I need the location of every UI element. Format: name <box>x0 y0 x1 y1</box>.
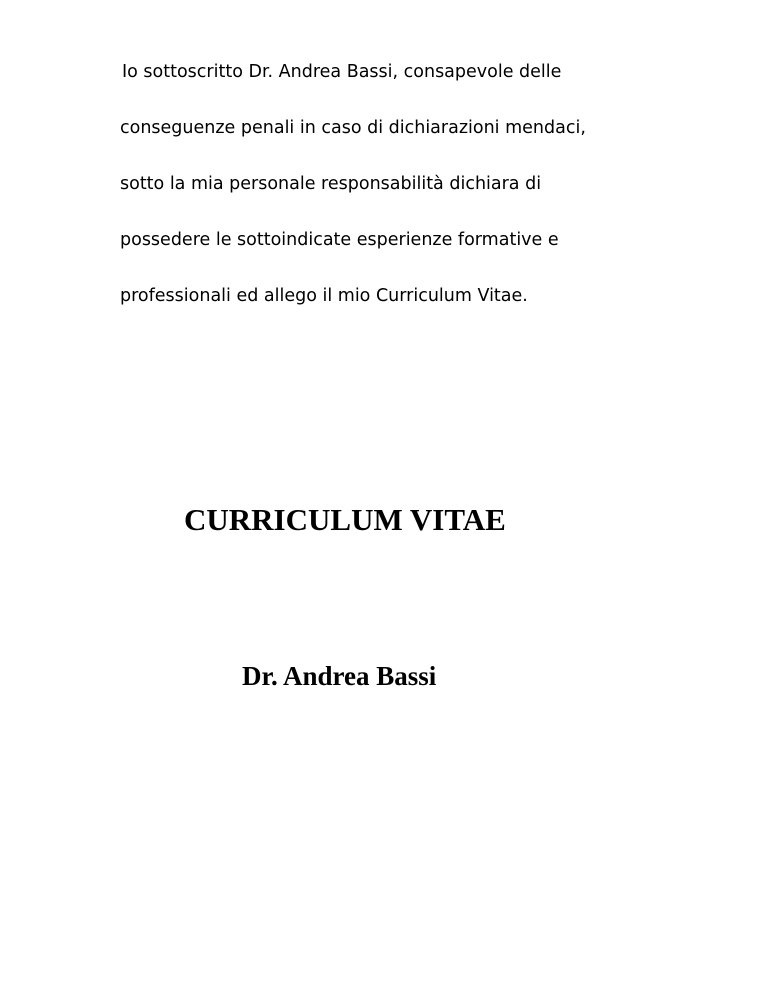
document-title: CURRICULUM VITAE <box>184 502 506 537</box>
declaration-line-5: professionali ed allego il mio Curriculum Vitae. <box>120 286 528 306</box>
declaration-line-2: conseguenze penali in caso di dichiarazioni mendaci, <box>120 118 586 138</box>
declaration-paragraph <box>120 62 720 342</box>
declaration-line-1: Io sottoscritto Dr. Andrea Bassi, consapevole delle <box>122 62 562 82</box>
author-name: Dr. Andrea Bassi <box>242 661 437 691</box>
declaration-line-4: possedere le sottoindicate esperienze formative e <box>120 230 559 250</box>
declaration-line-3: sotto la mia personale responsabilità dichiara di <box>120 174 542 194</box>
